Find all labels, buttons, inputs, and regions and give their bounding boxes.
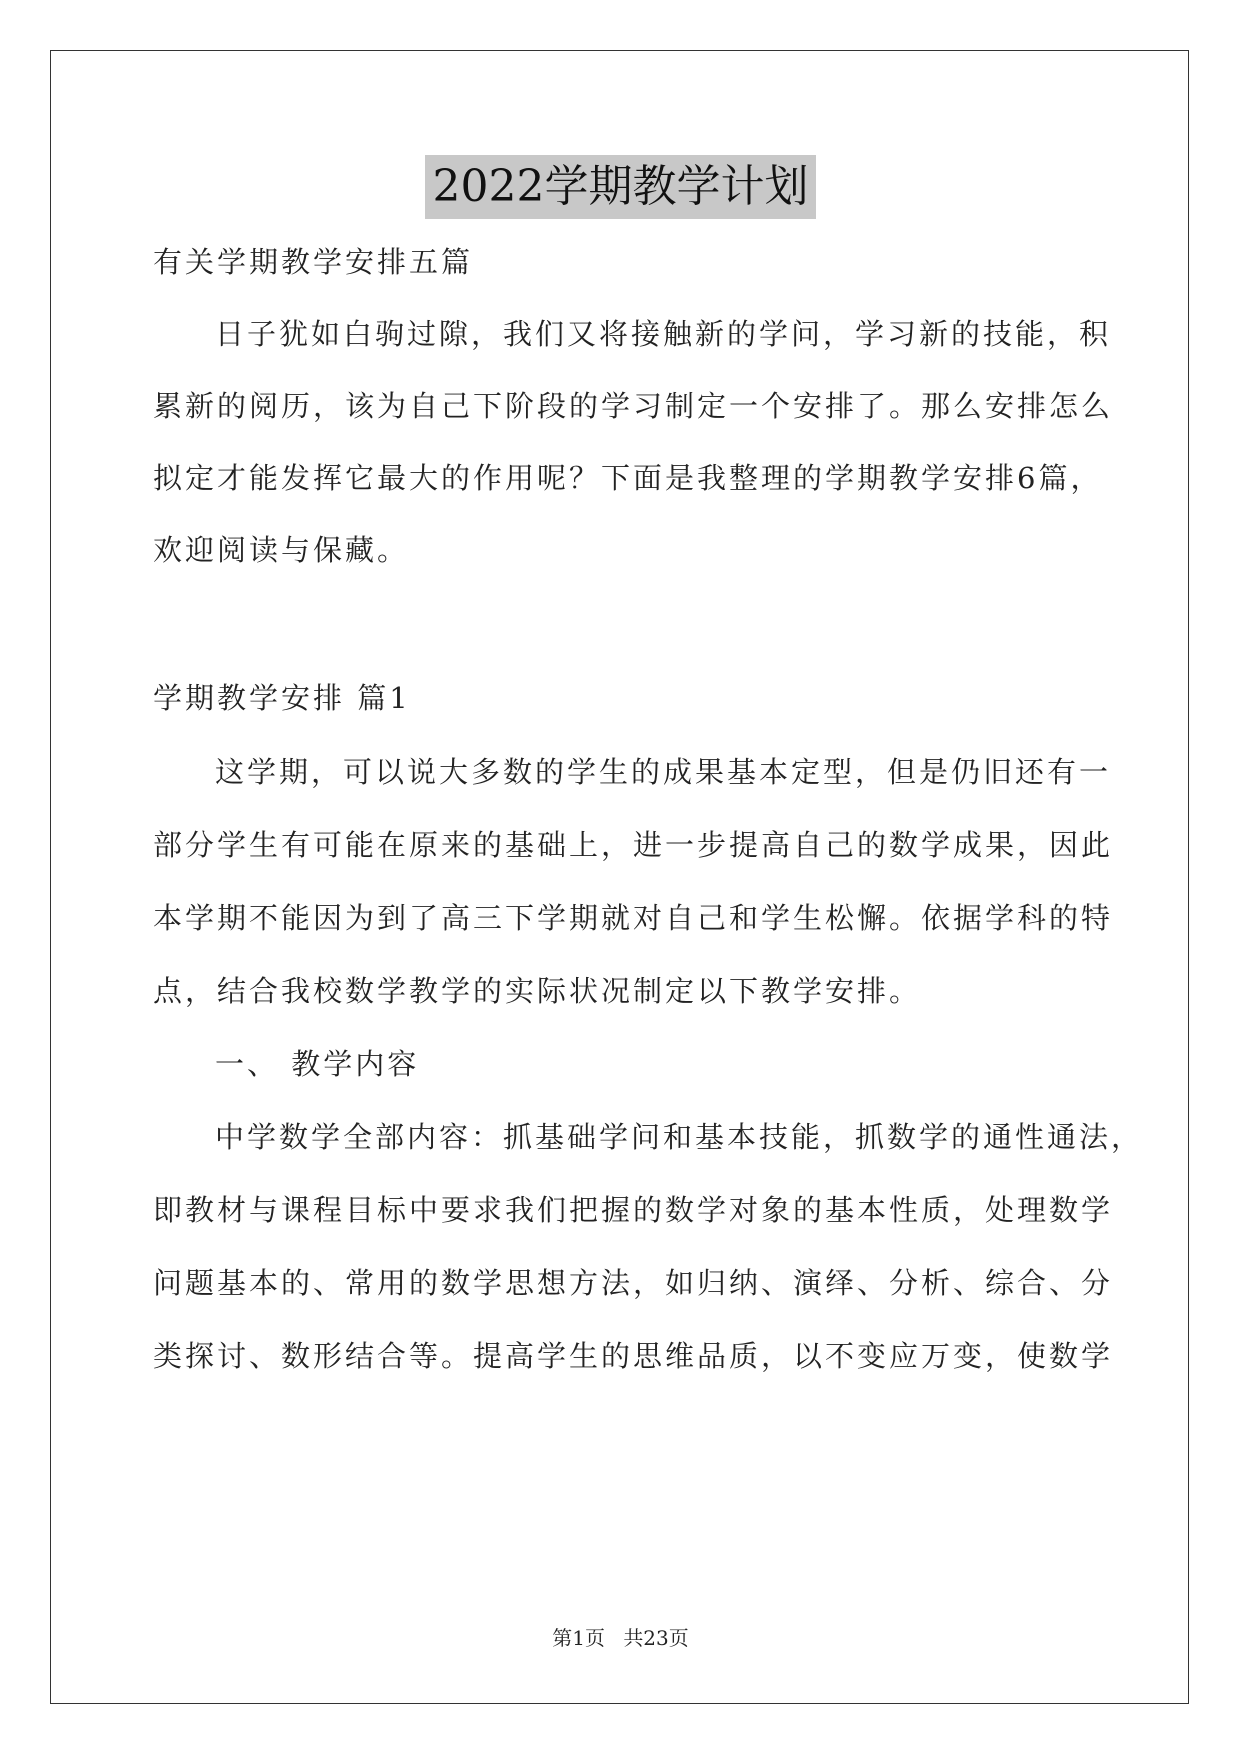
intro-line: 欢迎阅读与保藏。 xyxy=(153,533,410,567)
section-line: 本学期不能因为到了高三下学期就对自己和学生松懈。依据学科的特 xyxy=(153,901,1114,935)
document-title: 2022学期教学计划 xyxy=(425,155,817,219)
content-line: 问题基本的、常用的数学思想方法，如归纳、演绎、分析、综合、分 xyxy=(153,1266,1114,1300)
page-total: 共23页 xyxy=(623,1626,689,1650)
document-subtitle: 有关学期教学安排五篇 xyxy=(153,245,474,279)
section-heading: 学期教学安排 篇1 xyxy=(153,681,411,715)
subheading: 一、 教学内容 xyxy=(215,1047,420,1081)
intro-line: 日子犹如白驹过隙，我们又将接触新的学问，学习新的技能，积 xyxy=(215,317,1112,351)
content-line: 中学数学全部内容：抓基础学问和基本技能，抓数学的通性通法， xyxy=(215,1120,1144,1154)
section-line: 这学期，可以说大多数的学生的成果基本定型，但是仍旧还有一 xyxy=(215,755,1112,789)
section-line: 点，结合我校数学教学的实际状况制定以下教学安排。 xyxy=(153,974,922,1008)
title-container xyxy=(0,155,1241,219)
page-border xyxy=(50,50,1189,1704)
page-footer xyxy=(0,1622,1241,1651)
intro-line: 累新的阅历，该为自己下阶段的学习制定一个安排了。那么安排怎么 xyxy=(153,389,1114,423)
page-number: 第1页 xyxy=(552,1626,605,1650)
content-line: 类探讨、数形结合等。提高学生的思维品质，以不变应万变，使数学 xyxy=(153,1339,1114,1373)
content-line: 即教材与课程目标中要求我们把握的数学对象的基本性质，处理数学 xyxy=(153,1193,1114,1227)
intro-line: 拟定才能发挥它最大的作用呢？下面是我整理的学期教学安排6篇， xyxy=(153,461,1103,495)
section-line: 部分学生有可能在原来的基础上，进一步提高自己的数学成果，因此 xyxy=(153,828,1114,862)
